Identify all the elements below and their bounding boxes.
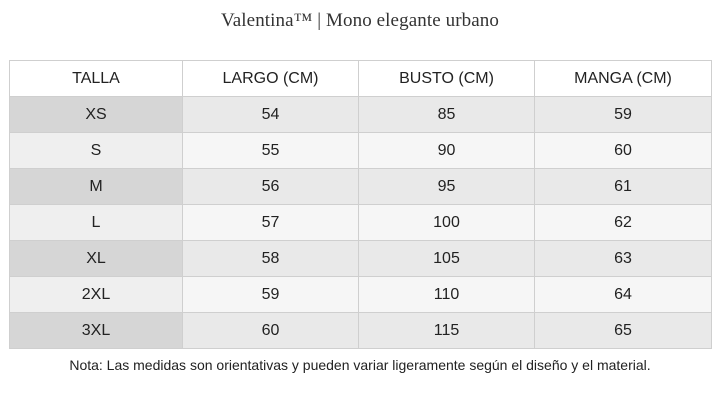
manga-cell: 59 (535, 97, 712, 133)
busto-cell: 105 (359, 241, 535, 277)
page-title: Valentina™ | Mono elegante urbano (221, 10, 499, 31)
size-chart-table (9, 60, 712, 349)
manga-cell: 63 (535, 241, 712, 277)
largo-cell: 55 (183, 133, 359, 169)
largo-cell: 54 (183, 97, 359, 133)
footnote: Nota: Las medidas son orientativas y pueden variar ligeramente según el diseño y el material. (69, 357, 651, 373)
size-cell: L (10, 205, 183, 241)
largo-cell: 58 (183, 241, 359, 277)
largo-cell: 57 (183, 205, 359, 241)
manga-cell: 62 (535, 205, 712, 241)
largo-cell: 59 (183, 277, 359, 313)
manga-cell: 65 (535, 313, 712, 349)
header-largo: LARGO (CM) (183, 61, 359, 97)
table-row (10, 133, 712, 169)
busto-cell: 115 (359, 313, 535, 349)
busto-cell: 85 (359, 97, 535, 133)
table-row (10, 97, 712, 133)
table-row (10, 277, 712, 313)
table-row (10, 313, 712, 349)
header-talla: TALLA (10, 61, 183, 97)
table-row (10, 241, 712, 277)
manga-cell: 61 (535, 169, 712, 205)
table-row (10, 169, 712, 205)
size-cell: S (10, 133, 183, 169)
busto-cell: 90 (359, 133, 535, 169)
largo-cell: 60 (183, 313, 359, 349)
size-cell: XS (10, 97, 183, 133)
busto-cell: 100 (359, 205, 535, 241)
manga-cell: 60 (535, 133, 712, 169)
header-manga: MANGA (CM) (535, 61, 712, 97)
busto-cell: 95 (359, 169, 535, 205)
table-row (10, 205, 712, 241)
size-cell: 2XL (10, 277, 183, 313)
busto-cell: 110 (359, 277, 535, 313)
size-cell: 3XL (10, 313, 183, 349)
size-cell: M (10, 169, 183, 205)
table-header-row (10, 61, 712, 97)
manga-cell: 64 (535, 277, 712, 313)
largo-cell: 56 (183, 169, 359, 205)
size-cell: XL (10, 241, 183, 277)
header-busto: BUSTO (CM) (359, 61, 535, 97)
